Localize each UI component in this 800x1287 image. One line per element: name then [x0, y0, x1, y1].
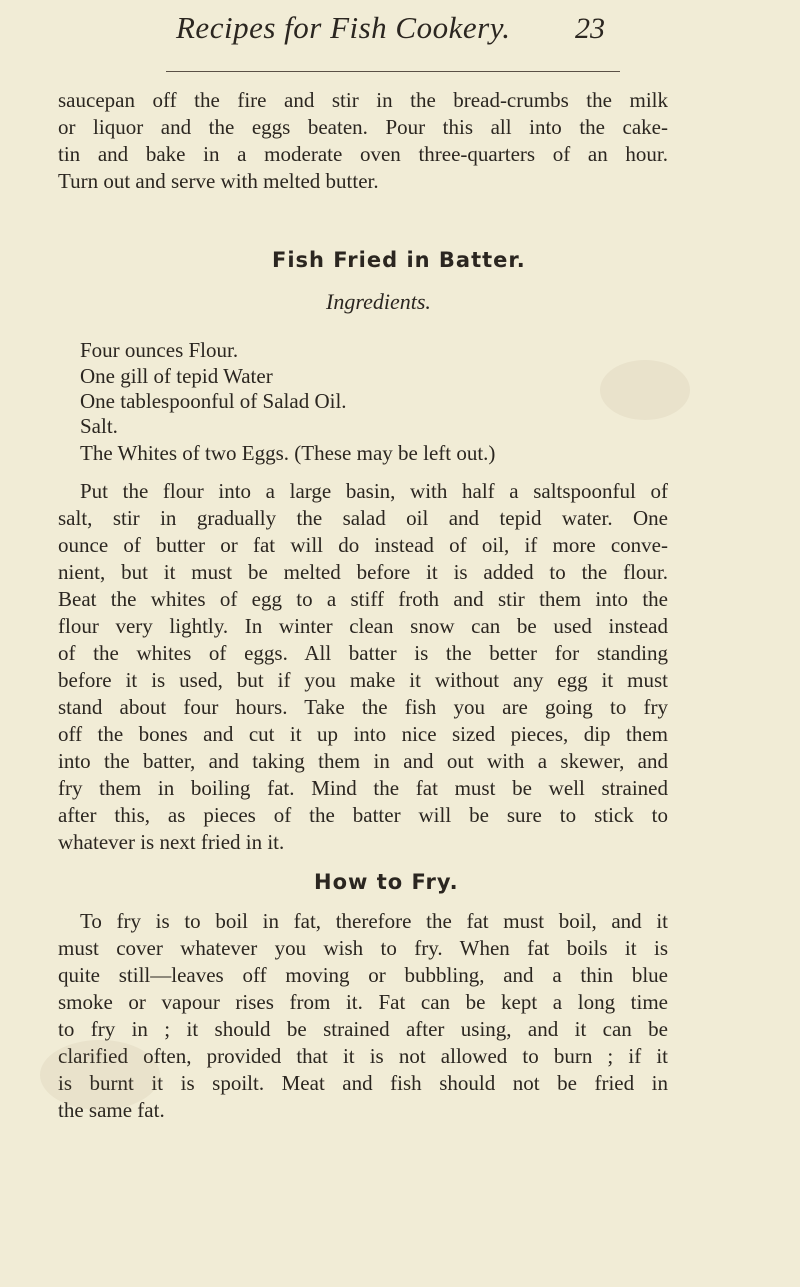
text-line: the same fat. — [58, 1098, 165, 1122]
ingredient-item: One tablespoonful of Salad Oil. — [80, 389, 347, 413]
ingredients-subtitle: Ingredients. — [326, 289, 431, 314]
running-head — [176, 10, 596, 54]
running-title: Recipes for Fish Cookery. — [176, 10, 511, 45]
text-line: smoke or vapour rises from it. Fat can be kept a long time — [58, 990, 668, 1014]
intro-paragraph — [58, 87, 668, 195]
text-line: stand about four hours. Take the fish you are going to fry — [58, 695, 668, 719]
text-line: must cover whatever you wish to fry. When fat boils it is — [58, 936, 668, 960]
paper-stain — [40, 1040, 160, 1110]
text-line: Turn out and serve with melted butter. — [58, 169, 379, 193]
text-line: ounce of butter or fat will do instead of oil, if more conve- — [58, 533, 668, 557]
paper-stain — [600, 360, 690, 420]
text-line: or liquor and the eggs beaten. Pour this all into the cake- — [58, 115, 668, 139]
ingredient-item: One gill of tepid Water — [80, 364, 273, 388]
text-line: off the bones and cut it up into nice sized pieces, dip them — [58, 722, 668, 746]
text-line: into the batter, and taking them in and out with a skewer, and — [58, 749, 668, 773]
text-line: to fry in ; it should be strained after using, and it can be — [58, 1017, 668, 1041]
text-line: Put the flour into a large basin, with half a saltspoonful of — [80, 479, 668, 503]
text-line: To fry is to boil in fat, therefore the fat must boil, and it — [80, 909, 668, 933]
text-line: saucepan off the fire and stir in the bread-crumbs the milk — [58, 88, 668, 112]
text-line: is burnt it is spoilt. Meat and fish should not be fried in — [58, 1071, 668, 1095]
text-line: whatever is next fried in it. — [58, 830, 285, 854]
text-line: fry them in boiling fat. Mind the fat must be well strained — [58, 776, 668, 800]
ingredient-item: Salt. — [80, 414, 118, 438]
text-line: flour very lightly. In winter clean snow can be used instead — [58, 614, 668, 638]
section-title-fish-fried: Fish Fried in Batter. — [272, 248, 526, 272]
ingredient-item: Four ounces Flour. — [80, 338, 239, 362]
text-line: quite still—leaves off moving or bubbling, and a thin blue — [58, 963, 668, 987]
text-line: clarified often, provided that it is not allowed to burn ; if it — [58, 1044, 668, 1068]
ingredient-item: The Whites of two Eggs. (These may be left out.) — [80, 441, 496, 465]
text-line: before it is used, but if you make it without any egg it must — [58, 668, 668, 692]
section-title-how-to-fry: How to Fry. — [314, 870, 459, 894]
text-line: of the whites of eggs. All batter is the better for standing — [58, 641, 668, 665]
header-rule — [166, 71, 620, 72]
page-number: 23 — [575, 12, 605, 45]
text-line: tin and bake in a moderate oven three-quarters of an hour. — [58, 142, 668, 166]
text-line: nient, but it must be melted before it is added to the flour. — [58, 560, 668, 584]
text-line: after this, as pieces of the batter will be sure to stick to — [58, 803, 668, 827]
text-line: salt, stir in gradually the salad oil and tepid water. One — [58, 506, 668, 530]
text-line: Beat the whites of egg to a stiff froth and stir them into the — [58, 587, 668, 611]
fish-fried-method — [58, 478, 668, 856]
